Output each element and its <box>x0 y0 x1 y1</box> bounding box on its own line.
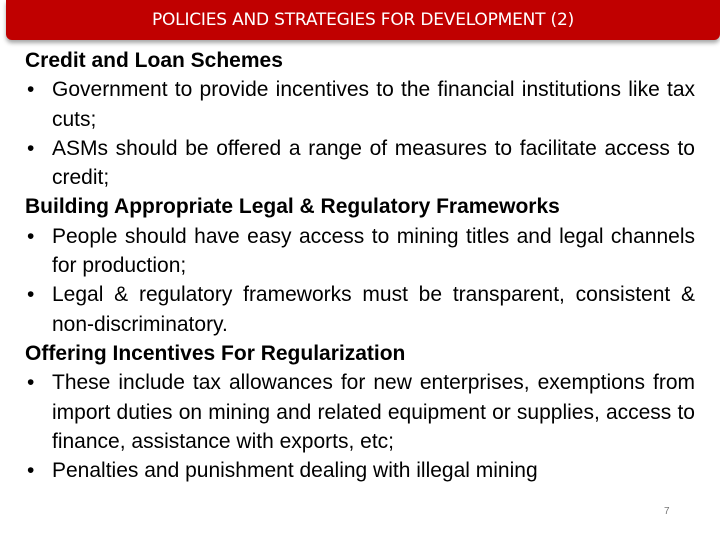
bullet-icon: • <box>27 371 35 395</box>
slide-title-bar <box>6 0 720 40</box>
bullet-item <box>25 368 695 456</box>
slide-page-number: 7 <box>664 506 670 517</box>
section-heading-credit-loan: Credit and Loan Schemes <box>25 49 283 72</box>
slide-title: POLICIES AND STRATEGIES FOR DEVELOPMENT (2) <box>151 10 575 30</box>
bullet-icon: • <box>27 224 35 248</box>
bullet-item <box>25 222 695 281</box>
bullet-item <box>25 134 695 193</box>
bullet-icon: • <box>27 459 35 483</box>
bullet-text: People should have easy access to mining titles and legal channels for production; <box>52 224 695 278</box>
bullet-icon: • <box>27 283 35 307</box>
slide-body <box>25 46 695 485</box>
bullet-icon: • <box>27 136 35 160</box>
bullet-text: ASMs should be offered a range of measures to facilitate access to credit; <box>52 136 695 190</box>
bullet-item <box>25 280 695 339</box>
bullet-icon: • <box>27 78 35 102</box>
bullet-text: Legal & regulatory frameworks must be transparent, consistent & non-discriminatory. <box>52 283 695 336</box>
bullet-text: Penalties and punishment dealing with illegal mining <box>52 459 538 483</box>
section-heading-legal-regulatory: Building Appropriate Legal & Regulatory Frameworks <box>25 195 560 219</box>
bullet-text: Government to provide incentives to the financial institutions like tax cuts; <box>52 78 695 131</box>
section-heading-incentives-regularization: Offering Incentives For Regularization <box>25 341 406 365</box>
bullet-text: These include tax allowances for new enterprises, exemptions from import duties on mining and related equipment or supplies, access to finance, assistance with exports, etc; <box>52 371 695 453</box>
bullet-item <box>25 456 695 485</box>
bullet-item <box>25 75 695 134</box>
